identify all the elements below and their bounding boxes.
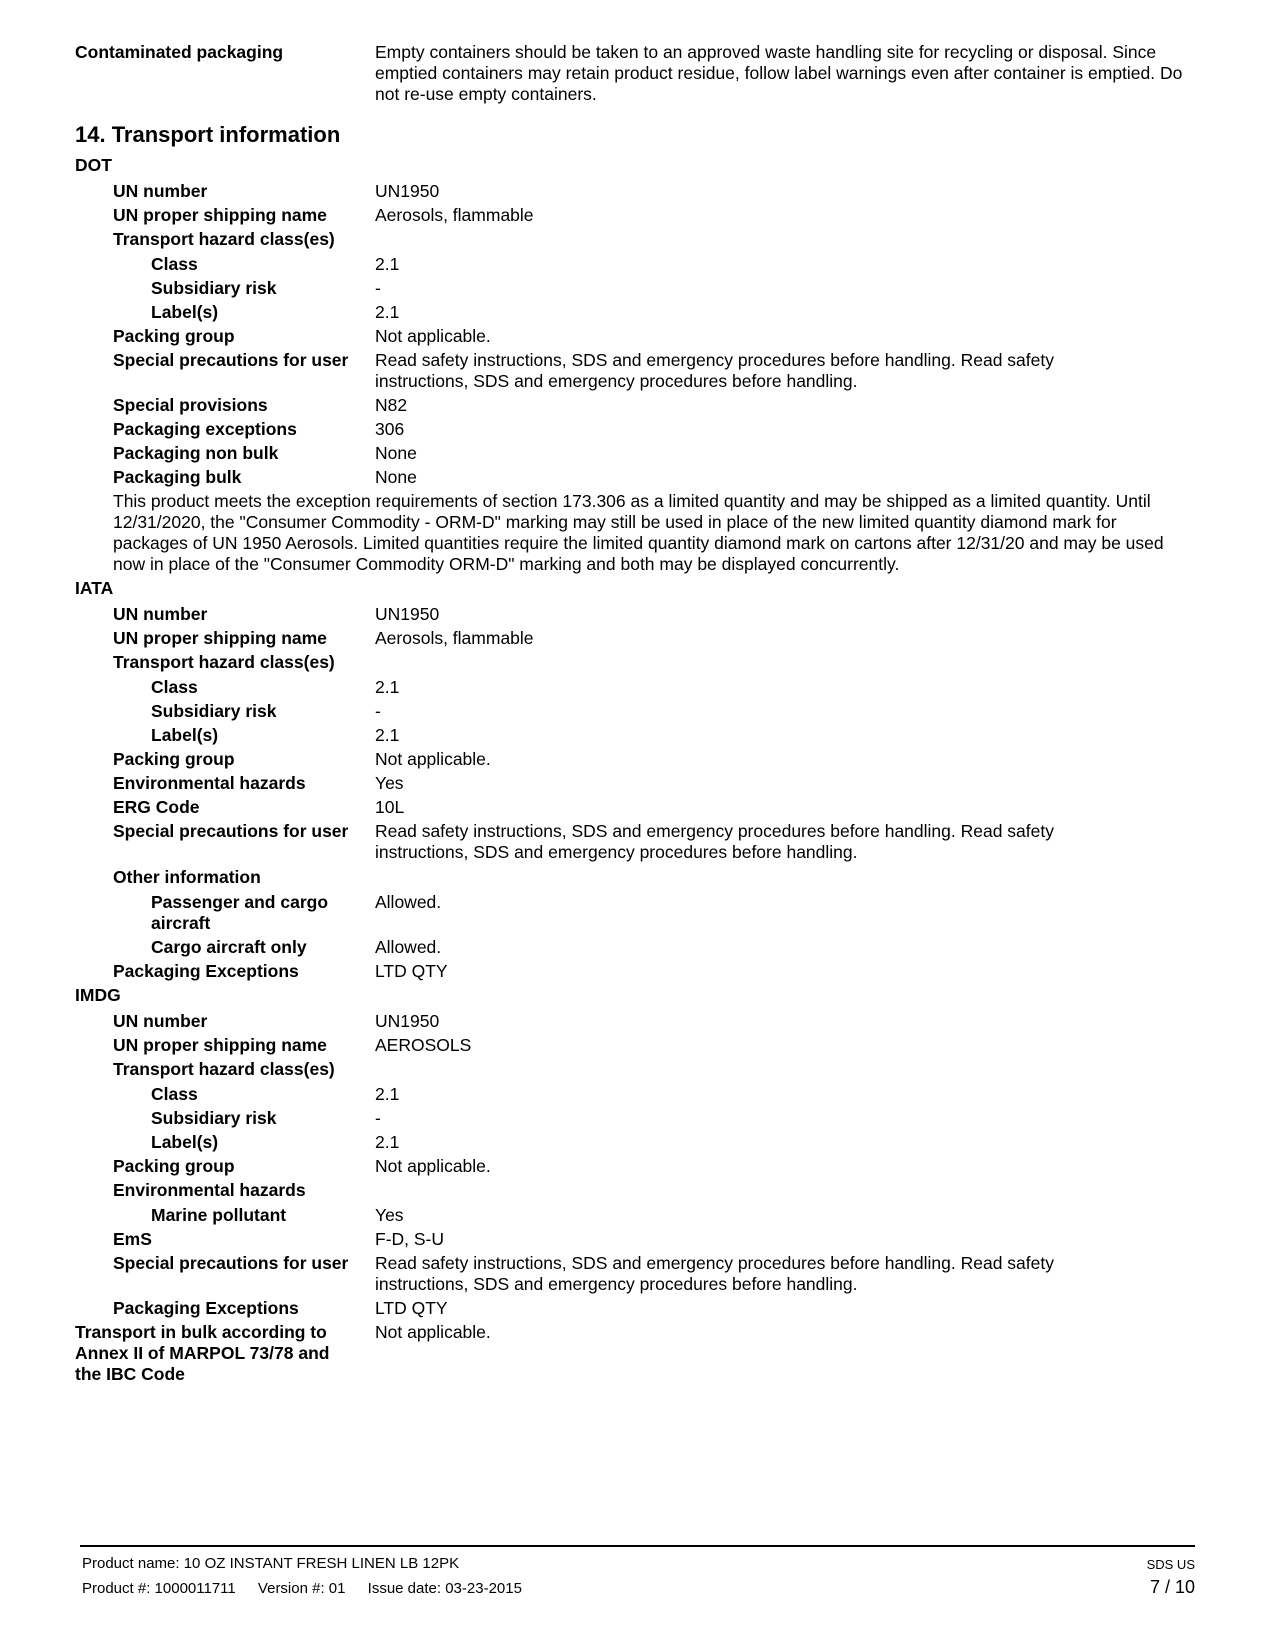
field-label: Packaging Exceptions <box>113 961 299 981</box>
field-label: Label(s) <box>151 302 219 322</box>
field-value: - <box>375 701 381 721</box>
field-value: UN1950 <box>375 181 440 201</box>
field-label: Label(s) <box>151 725 219 745</box>
field-label: Packaging Exceptions <box>113 1298 299 1318</box>
product-number: Product #: 1000011711 <box>82 1580 236 1597</box>
field-value: Empty containers should be taken to an approved waste handling site for recycling or disposal. Since emptied containers may retain product residue, follow label warnings even after container is emptied. Do not re-use empty containers. <box>375 42 1183 104</box>
field-value: None <box>375 467 417 487</box>
field-label: Environmental hazards <box>113 773 306 793</box>
field-label: Packaging bulk <box>113 467 242 487</box>
field-value: Not applicable. <box>375 1156 491 1176</box>
imdg-section <box>75 985 1195 1319</box>
document-type: SDS US <box>1146 1557 1195 1572</box>
field-value: UN1950 <box>375 1011 440 1031</box>
field-label: Packing group <box>113 326 235 346</box>
field-label: Class <box>151 677 198 697</box>
field-value: 10L <box>375 797 405 817</box>
field-label: Subsidiary risk <box>151 701 277 721</box>
field-value: LTD QTY <box>375 1298 448 1318</box>
field-label: Label(s) <box>151 1132 219 1152</box>
field-label: Subsidiary risk <box>151 1108 277 1128</box>
field-value: LTD QTY <box>375 961 448 981</box>
field-value: - <box>375 278 381 298</box>
iata-section <box>75 578 1195 982</box>
field-value: Read safety instructions, SDS and emergency procedures before handling. Read safety instructions, SDS and emergency procedures before handling. <box>375 821 1054 862</box>
version-number: Version #: 01 <box>257 1580 346 1597</box>
field-label: Transport hazard class(es) <box>113 229 335 249</box>
field-label: Subsidiary risk <box>151 278 277 298</box>
document-page <box>75 42 1195 1388</box>
field-label: ERG Code <box>113 797 200 817</box>
group-title-imdg: IMDG <box>75 985 121 1005</box>
field-label: Passenger and cargo aircraft <box>151 892 329 933</box>
field-value: 2.1 <box>375 725 400 745</box>
page-number: 7 / 10 <box>1149 1577 1195 1597</box>
dot-section <box>75 155 1195 575</box>
field-label: Marine pollutant <box>151 1205 287 1225</box>
field-label: UN number <box>113 181 208 201</box>
field-label: Contaminated packaging <box>75 42 284 62</box>
field-value: Aerosols, flammable <box>375 628 534 648</box>
field-value: Not applicable. <box>375 1322 491 1342</box>
field-value: Not applicable. <box>375 326 491 346</box>
field-label: UN proper shipping name <box>113 205 327 225</box>
field-value: Allowed. <box>375 892 442 912</box>
field-value: 2.1 <box>375 254 400 274</box>
field-value: None <box>375 443 417 463</box>
field-label: Class <box>151 254 198 274</box>
field-label: Special precautions for user <box>113 1253 349 1273</box>
field-value: 2.1 <box>375 1132 400 1152</box>
field-value: Read safety instructions, SDS and emergency procedures before handling. Read safety instructions, SDS and emergency procedures before handling. <box>375 350 1054 391</box>
field-label: Special precautions for user <box>113 821 349 841</box>
limited-quantity-note: This product meets the exception requirements of section 173.306 as a limited quantity and may be shipped as a limited quantity. Until 12/31/2020, the "Consumer Commodity - ORM-D" marking may still be used in place of the new limited quantity diamond mark for packages of UN 1950 Aerosols. Limited quantities require the limited quantity diamond mark on cartons after 12/31/20 and may be used now in place of the "Consumer Commodity ORM-D" marking and both may be displayed concurrently. <box>113 491 1164 574</box>
field-value: Yes <box>375 1205 404 1225</box>
group-title-dot: DOT <box>75 155 112 175</box>
field-value: 2.1 <box>375 677 400 697</box>
field-value: Yes <box>375 773 404 793</box>
field-value: 2.1 <box>375 1084 400 1104</box>
field-label: UN number <box>113 604 208 624</box>
field-value: Not applicable. <box>375 749 491 769</box>
contaminated-packaging-row <box>75 42 1195 105</box>
section-title: 14. Transport information <box>75 122 341 147</box>
field-label: UN number <box>113 1011 208 1031</box>
field-value: Allowed. <box>375 937 442 957</box>
group-title-iata: IATA <box>75 578 114 598</box>
marpol-row <box>75 1322 1195 1385</box>
field-label: Transport hazard class(es) <box>113 652 335 672</box>
field-value: - <box>375 1108 381 1128</box>
field-label: Other information <box>113 867 261 887</box>
product-meta <box>82 1580 540 1597</box>
field-label: Cargo aircraft only <box>151 937 307 957</box>
field-label: Special provisions <box>113 395 268 415</box>
field-value: N82 <box>375 395 408 415</box>
field-label: Special precautions for user <box>113 350 349 370</box>
field-label: Transport hazard class(es) <box>113 1059 335 1079</box>
issue-date: Issue date: 03-23-2015 <box>367 1580 522 1597</box>
field-label: Packing group <box>113 749 235 769</box>
field-value: UN1950 <box>375 604 440 624</box>
field-label: Packaging non bulk <box>113 443 279 463</box>
product-name: Product name: 10 OZ INSTANT FRESH LINEN LB 12PK <box>82 1555 460 1572</box>
field-label: Packaging exceptions <box>113 419 297 439</box>
field-label: UN proper shipping name <box>113 1035 327 1055</box>
field-value: Read safety instructions, SDS and emergency procedures before handling. Read safety instructions, SDS and emergency procedures before handling. <box>375 1253 1054 1294</box>
field-value: Aerosols, flammable <box>375 205 534 225</box>
field-value: 306 <box>375 419 405 439</box>
page-footer <box>80 1545 1195 1597</box>
field-label: Class <box>151 1084 198 1104</box>
field-label: Transport in bulk according to Annex II of MARPOL 73/78 and the IBC Code <box>75 1322 330 1384</box>
field-label: Packing group <box>113 1156 235 1176</box>
field-value: AEROSOLS <box>375 1035 472 1055</box>
field-label: Environmental hazards <box>113 1180 306 1200</box>
field-label: EmS <box>113 1229 152 1249</box>
field-value: 2.1 <box>375 302 400 322</box>
field-label: UN proper shipping name <box>113 628 327 648</box>
field-value: F-D, S-U <box>375 1229 445 1249</box>
